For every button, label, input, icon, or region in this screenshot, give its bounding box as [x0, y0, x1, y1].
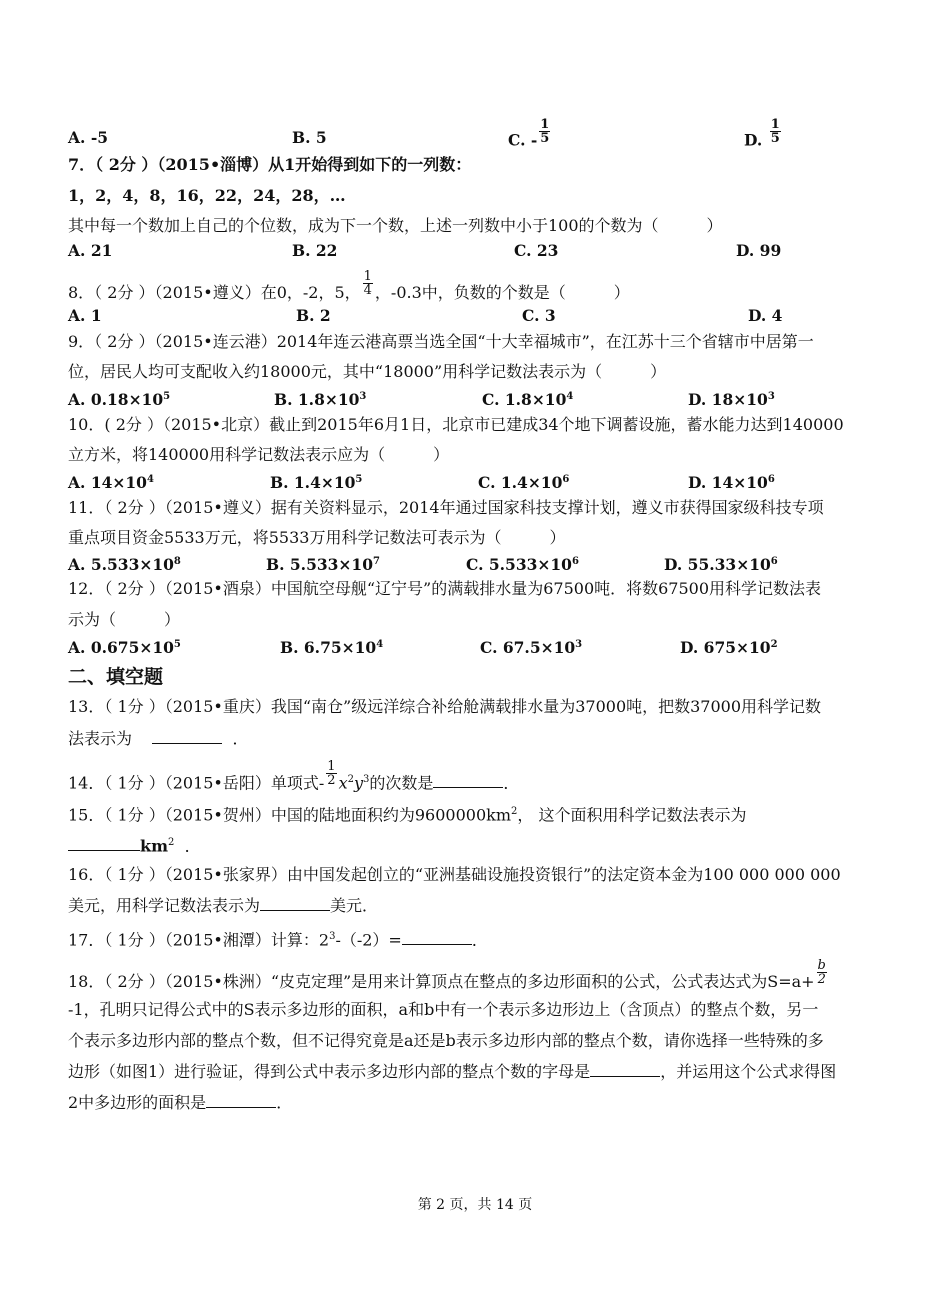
- q13-stem-line1: 13．（ 1分 ）（2015•重庆）我国“南仓”级远洋综合补给舱满载排水量为37000吨，把数37000用科学记数: [68, 697, 822, 716]
- q12-option-b: B. $6.75\times 10^4$: [280, 638, 384, 658]
- q6-option-c: C. - $\frac{1}{5}$: [508, 117, 550, 150]
- q12-option-a: A. $0.675\times 10^5$: [68, 638, 181, 658]
- q11-stem-line1: 11．（ 2分 ）（2015•遵义）据有关资料显示，2014年通过国家科技支撑计划，遵义市获得国家级科技专项: [68, 498, 824, 517]
- q11-options: [68, 552, 928, 575]
- q7-sequence: 1，2，4，8，16，22，24，28，…: [68, 186, 346, 205]
- q6-options: [68, 117, 928, 150]
- q10-stem-line1: 10．( 2分 ）（2015•北京）截止到2015年6月1日，北京市已建成34个地下调蓄设施，蓄水能力达到140000: [68, 415, 844, 434]
- q7-option-b: B. 22: [292, 241, 338, 260]
- q10-option-b: B. $1.4\times 10^5$: [270, 473, 363, 493]
- answer-blank[interactable]: [260, 896, 330, 911]
- q11-option-c: C. $5.533\times 10^6$: [466, 555, 579, 575]
- q8-option-c: C. 3: [522, 306, 556, 325]
- q6-option-b: B. 5: [292, 128, 327, 147]
- q18-stem-line3: 个表示多边形内部的整点个数，但不记得究竟是a还是b表示多边形内部的整点个数，请你选择一些特殊的多: [68, 1031, 824, 1050]
- answer-blank[interactable]: [402, 930, 472, 945]
- q17-stem: 17．（ 1分 ）（2015•湘潭）计算：$2^3-(-2)=$ ．: [68, 930, 488, 950]
- q13-stem-line2: 法表示为 ．: [68, 729, 249, 748]
- q14-stem: 14．（ 1分 ）（2015•岳阳）单项式- $\frac{1}{2}$ $x^2y^3$的次数是 ．: [68, 759, 520, 793]
- q7-options: [68, 241, 928, 261]
- q18-stem-line4: 边形（如图1）进行验证，得到公式中表示多边形内部的整点个数的字母是 ，并运用这个公式求得图: [68, 1062, 837, 1081]
- answer-blank[interactable]: [433, 773, 503, 788]
- q9-option-d: D. $18\times 10^3$: [688, 390, 775, 410]
- q7-body: 其中每一个数加上自己的个位数，成为下一个数，上述一列数中小于100的个数为（ ）: [68, 216, 723, 235]
- q9-option-c: C. $1.8\times 10^4$: [482, 390, 574, 410]
- q9-stem-line1: 9．（ 2分 ）（2015•连云港）2014年连云港高票当选全国“十大幸福城市”，在江苏十三个省辖市中居第一: [68, 332, 814, 351]
- q10-option-c: C. $1.4\times 10^6$: [478, 473, 570, 493]
- q9-options: [68, 387, 928, 410]
- q6-option-d: D. $\frac{1}{5}$: [744, 117, 780, 150]
- q7-option-c: C. 23: [514, 241, 559, 260]
- q11-stem-line2: 重点项目资金5533万元，将5533万用科学记数法可表示为（ ）: [68, 528, 566, 547]
- q8-option-a: A. 1: [68, 306, 102, 325]
- q12-stem-line1: 12．（ 2分 ）（2015•酒泉）中国航空母舰“辽宁号”的满载排水量为67500吨．将数67500用科学记数法表: [68, 579, 822, 598]
- q6-option-a: A. -5: [68, 128, 109, 147]
- answer-blank[interactable]: [68, 836, 140, 851]
- answer-blank[interactable]: [590, 1062, 660, 1077]
- q11-option-a: A. $5.533\times 10^8$: [68, 555, 181, 575]
- fraction: $\frac{b}{2}$: [817, 958, 826, 987]
- q12-options: [68, 635, 928, 658]
- q10-stem-line2: 立方米，将140000用科学记数法表示应为（ ）: [68, 445, 450, 464]
- q9-stem-line2: 位，居民人均可支配收入约18000元，其中“18000”用科学记数法表示为（ ）: [68, 362, 667, 381]
- answer-blank[interactable]: [206, 1093, 276, 1108]
- q12-option-c: C. $67.5\times 10^3$: [480, 638, 583, 658]
- q16-stem-line2: 美元，用科学记数法表示为 美元．: [68, 896, 379, 915]
- q16-stem-line1: 16．（ 1分 ）（2015•张家界）由中国发起创立的“亚洲基础设施投资银行”的法定资本金为100 000 000 000: [68, 865, 841, 884]
- q9-option-a: A. $0.18\times 10^5$: [68, 390, 171, 410]
- q18-stem-line1: 18．（ 2分 ）（2015•株洲）“皮克定理”是用来计算顶点在整点的多边形面积的公式，公式表达式为S=a+ $\frac{b}{2}$: [68, 958, 826, 991]
- fraction: $\frac{1}{4}$: [363, 269, 372, 298]
- fraction: $\frac{1}{5}$: [770, 117, 780, 146]
- q10-option-a: A. $14\times 10^4$: [68, 473, 154, 493]
- q10-options: [68, 470, 928, 493]
- fraction: $\frac{1}{5}$: [540, 117, 550, 146]
- q7-stem: 7．（ 2分 ）（2015•淄博）从1开始得到如下的一列数：: [68, 155, 472, 174]
- q15-stem-line2: $km^2$ ．: [68, 833, 201, 856]
- q8-stem: 8．（ 2分 ）（2015•遵义）在0，-2，5， $\frac{1}{4}$ ，-0.3中，负数的个数是（ ）: [68, 269, 630, 302]
- q18-stem-line2: -1，孔明只记得公式中的S表示多边形的面积，a和b中有一个表示多边形边上（含顶点）的整点个数，另一: [68, 1000, 819, 1019]
- q10-option-d: D. $14\times 10^6$: [688, 473, 775, 493]
- answer-blank[interactable]: [152, 729, 222, 744]
- section-title: 二、填空题: [68, 666, 164, 688]
- q12-option-d: D. $675\times 10^2$: [680, 638, 778, 658]
- page-number-footer: 第 2 页，共 14 页: [417, 1197, 533, 1213]
- fraction: $\frac{1}{2}$: [327, 759, 336, 789]
- q12-stem-line2: 示为（ ）: [68, 610, 181, 629]
- q7-option-a: A. 21: [68, 241, 113, 260]
- q8-options: [68, 306, 928, 326]
- q15-stem-line1: 15．（ 1分 ）（2015•贺州）中国的陆地面积约为$9600000km^2$， 这个面积用科学记数法表示为: [68, 805, 747, 825]
- q7-option-d: D. 99: [736, 241, 782, 260]
- q18-stem-line5: 2中多边形的面积是 ．: [68, 1093, 293, 1112]
- q8-option-d: D. 4: [748, 306, 783, 325]
- q11-option-b: B. $5.533\times 10^7$: [266, 555, 380, 575]
- q8-option-b: B. 2: [296, 306, 331, 325]
- q11-option-d: D. $55.33\times 10^6$: [664, 555, 778, 575]
- q9-option-b: B. $1.8\times 10^3$: [274, 390, 367, 410]
